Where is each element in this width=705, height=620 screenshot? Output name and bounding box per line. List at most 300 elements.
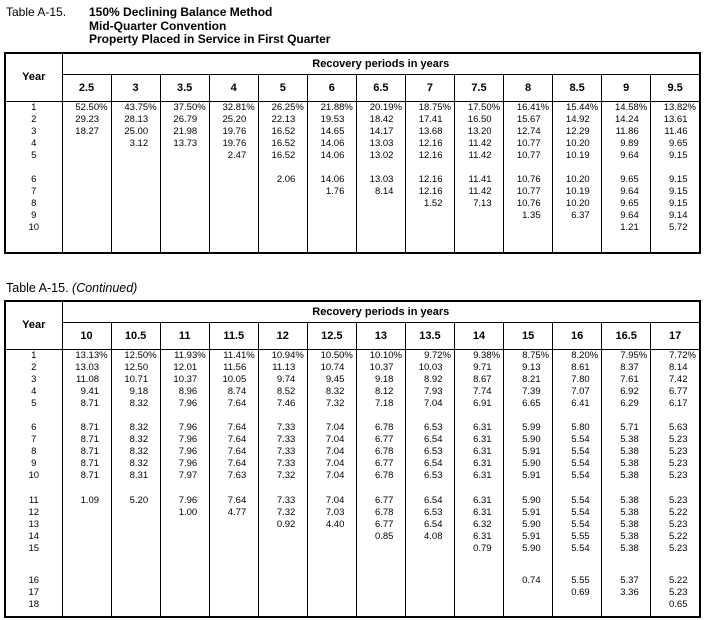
value-cell: 7.96: [160, 422, 209, 434]
period-header: 2.5: [62, 74, 111, 101]
value-cell: 4.08: [405, 531, 454, 543]
table-row-year-13: [5, 519, 700, 531]
value-cell: 5.23: [651, 543, 700, 555]
value-cell: [405, 543, 454, 555]
table-row-year-3: [5, 374, 700, 386]
value-cell: 9.64: [602, 186, 651, 198]
year-cell: 15: [5, 543, 62, 555]
value-cell: 7.97: [160, 470, 209, 482]
value-cell: [62, 507, 111, 519]
spacer-row: [5, 482, 700, 495]
year-cell: 11: [5, 495, 62, 507]
value-cell: 8.52: [258, 386, 307, 398]
value-cell: 7.04: [307, 446, 356, 458]
value-cell: 12.50%: [111, 349, 160, 362]
value-cell: 14.58%: [602, 101, 651, 114]
value-cell: 8.32: [111, 398, 160, 410]
table-row-year-10: [5, 222, 700, 234]
value-cell: 9.15: [651, 150, 700, 162]
value-cell: 5.23: [651, 495, 700, 507]
year-cell: [5, 234, 62, 253]
year-cell: 2: [5, 362, 62, 374]
year-cell: 1: [5, 349, 62, 362]
value-cell: 9.15: [651, 186, 700, 198]
value-cell: 26.25%: [258, 101, 307, 114]
value-cell: [356, 210, 405, 222]
value-cell: 6.37: [553, 210, 602, 222]
value-cell: 10.20: [553, 198, 602, 210]
value-cell: 6.77: [356, 495, 405, 507]
value-cell: 6.53: [405, 507, 454, 519]
value-cell: 6.77: [356, 458, 405, 470]
value-cell: 7.33: [258, 434, 307, 446]
value-cell: 13.13%: [62, 349, 111, 362]
table-row-year-4: [5, 138, 700, 150]
value-cell: 15.44%: [553, 101, 602, 114]
value-cell: [455, 555, 504, 575]
year-cell: 5: [5, 150, 62, 162]
value-cell: 12.16: [405, 186, 454, 198]
value-cell: 6.31: [455, 422, 504, 434]
value-cell: 16.52: [258, 126, 307, 138]
value-cell: 5.38: [602, 434, 651, 446]
value-cell: 9.18: [356, 374, 405, 386]
year-cell: 8: [5, 446, 62, 458]
value-cell: [258, 543, 307, 555]
value-cell: [209, 543, 258, 555]
value-cell: 18.27: [62, 126, 111, 138]
value-cell: 11.42: [455, 186, 504, 198]
value-cell: 10.19: [553, 150, 602, 162]
value-cell: 9.15: [651, 174, 700, 186]
value-cell: 8.37: [602, 362, 651, 374]
period-header: 8: [504, 74, 553, 101]
table-row-year-7: [5, 186, 700, 198]
value-cell: [209, 210, 258, 222]
value-cell: [405, 555, 454, 575]
value-cell: 5.71: [602, 422, 651, 434]
value-cell: [405, 611, 454, 617]
value-cell: 0.69: [553, 587, 602, 599]
value-cell: 7.39: [504, 386, 553, 398]
value-cell: [111, 575, 160, 587]
value-cell: [307, 482, 356, 495]
value-cell: [160, 162, 209, 174]
value-cell: [356, 222, 405, 234]
value-cell: 10.03: [405, 362, 454, 374]
value-cell: [111, 198, 160, 210]
table-row-year-1: [5, 101, 700, 114]
value-cell: [62, 575, 111, 587]
period-header: 11.5: [209, 322, 258, 349]
value-cell: 5.38: [602, 495, 651, 507]
table-row-year-18: [5, 599, 700, 611]
value-cell: 6.77: [356, 434, 405, 446]
value-cell: [258, 587, 307, 599]
value-cell: 12.01: [160, 362, 209, 374]
value-cell: 5.38: [602, 531, 651, 543]
value-cell: 5.23: [651, 458, 700, 470]
value-cell: [405, 210, 454, 222]
value-cell: 5.23: [651, 470, 700, 482]
value-cell: [651, 162, 700, 174]
value-cell: 8.32: [307, 386, 356, 398]
value-cell: 5.37: [602, 575, 651, 587]
period-header: 13: [356, 322, 405, 349]
value-cell: 7.13: [455, 198, 504, 210]
value-cell: 52.50%: [62, 101, 111, 114]
table2-caption-continued: (Continued): [72, 280, 138, 295]
value-cell: 4.77: [209, 507, 258, 519]
value-cell: 0.92: [258, 519, 307, 531]
table-row-year-8: [5, 198, 700, 210]
value-cell: [209, 174, 258, 186]
year-cell: 3: [5, 126, 62, 138]
value-cell: [553, 162, 602, 174]
value-cell: 10.71: [111, 374, 160, 386]
value-cell: 7.07: [553, 386, 602, 398]
value-cell: [209, 575, 258, 587]
value-cell: 10.50%: [307, 349, 356, 362]
period-header: 13.5: [405, 322, 454, 349]
value-cell: [405, 599, 454, 611]
value-cell: 9.14: [651, 210, 700, 222]
value-cell: 5.54: [553, 495, 602, 507]
value-cell: [307, 198, 356, 210]
value-cell: 13.20: [455, 126, 504, 138]
value-cell: 12.74: [504, 126, 553, 138]
table-row-year-7: [5, 434, 700, 446]
value-cell: [356, 611, 405, 617]
value-cell: 9.64: [602, 150, 651, 162]
value-cell: 8.71: [62, 434, 111, 446]
value-cell: 5.23: [651, 587, 700, 599]
value-cell: 1.00: [160, 507, 209, 519]
value-cell: [504, 234, 553, 253]
value-cell: [405, 575, 454, 587]
table-row-year-10: [5, 470, 700, 482]
value-cell: [307, 162, 356, 174]
period-header: 14: [455, 322, 504, 349]
value-cell: [62, 222, 111, 234]
value-cell: 6.54: [405, 458, 454, 470]
table-a15-continued: [4, 300, 701, 618]
value-cell: 7.64: [209, 495, 258, 507]
value-cell: 8.71: [62, 458, 111, 470]
value-cell: 8.71: [62, 446, 111, 458]
value-cell: [307, 555, 356, 575]
value-cell: [160, 198, 209, 210]
value-cell: 7.33: [258, 422, 307, 434]
value-cell: [62, 410, 111, 422]
value-cell: 7.18: [356, 398, 405, 410]
value-cell: 18.75%: [405, 101, 454, 114]
value-cell: [455, 575, 504, 587]
value-cell: [405, 234, 454, 253]
value-cell: [62, 543, 111, 555]
value-cell: 10.20: [553, 174, 602, 186]
value-cell: [553, 482, 602, 495]
value-cell: 12.16: [405, 138, 454, 150]
year-cell: 3: [5, 374, 62, 386]
value-cell: 6.53: [405, 470, 454, 482]
value-cell: 7.64: [209, 422, 258, 434]
value-cell: [405, 410, 454, 422]
value-cell: 5.54: [553, 519, 602, 531]
value-cell: [602, 555, 651, 575]
year-cell: 9: [5, 210, 62, 222]
value-cell: 8.74: [209, 386, 258, 398]
year-cell: 16: [5, 575, 62, 587]
value-cell: [62, 198, 111, 210]
value-cell: [111, 611, 160, 617]
value-cell: 6.31: [455, 470, 504, 482]
value-cell: 20.19%: [356, 101, 405, 114]
value-cell: [651, 234, 700, 253]
value-cell: 5.23: [651, 519, 700, 531]
table1-caption: [6, 6, 705, 47]
value-cell: 10.76: [504, 198, 553, 210]
value-cell: 1.76: [307, 186, 356, 198]
value-cell: 5.38: [602, 446, 651, 458]
value-cell: 7.80: [553, 374, 602, 386]
value-cell: 6.41: [553, 398, 602, 410]
value-cell: [111, 186, 160, 198]
value-cell: 11.56: [209, 362, 258, 374]
value-cell: 16.52: [258, 138, 307, 150]
value-cell: 7.64: [209, 446, 258, 458]
recovery-periods-header: Recovery periods in years: [62, 301, 700, 323]
value-cell: 7.64: [209, 434, 258, 446]
value-cell: 6.77: [651, 386, 700, 398]
value-cell: 10.74: [307, 362, 356, 374]
value-cell: 1.52: [405, 198, 454, 210]
value-cell: 10.77: [504, 186, 553, 198]
value-cell: [307, 234, 356, 253]
value-cell: [209, 234, 258, 253]
value-cell: [62, 599, 111, 611]
value-cell: 8.20%: [553, 349, 602, 362]
value-cell: [504, 587, 553, 599]
value-cell: [258, 198, 307, 210]
value-cell: 7.04: [307, 470, 356, 482]
value-cell: [455, 222, 504, 234]
table-row-year-4: [5, 386, 700, 398]
value-cell: 7.03: [307, 507, 356, 519]
value-cell: 14.06: [307, 174, 356, 186]
value-cell: 28.13: [111, 114, 160, 126]
value-cell: [455, 482, 504, 495]
value-cell: [258, 210, 307, 222]
value-cell: 17.41: [405, 114, 454, 126]
value-cell: 13.82%: [651, 101, 700, 114]
period-header: 10: [62, 322, 111, 349]
value-cell: [307, 410, 356, 422]
value-cell: 29.23: [62, 114, 111, 126]
value-cell: 26.79: [160, 114, 209, 126]
value-cell: 8.32: [111, 458, 160, 470]
value-cell: 6.78: [356, 422, 405, 434]
value-cell: 1.21: [602, 222, 651, 234]
value-cell: 6.54: [405, 434, 454, 446]
year-cell: [5, 162, 62, 174]
table-row-year-2: [5, 362, 700, 374]
value-cell: [111, 555, 160, 575]
value-cell: 7.96: [160, 446, 209, 458]
year-cell: 9: [5, 458, 62, 470]
period-header: 7.5: [455, 74, 504, 101]
value-cell: 13.68: [405, 126, 454, 138]
value-cell: 6.32: [455, 519, 504, 531]
period-header: 6: [307, 74, 356, 101]
value-cell: 6.54: [405, 495, 454, 507]
value-cell: [160, 519, 209, 531]
period-header: 15: [504, 322, 553, 349]
value-cell: 22.13: [258, 114, 307, 126]
value-cell: 11.86: [602, 126, 651, 138]
value-cell: 7.93: [405, 386, 454, 398]
value-cell: 32.81%: [209, 101, 258, 114]
value-cell: 8.71: [62, 470, 111, 482]
value-cell: 6.54: [405, 519, 454, 531]
value-cell: 5.23: [651, 446, 700, 458]
value-cell: [111, 234, 160, 253]
value-cell: [455, 599, 504, 611]
table1-caption-lines: [89, 6, 330, 47]
value-cell: 7.04: [307, 458, 356, 470]
period-header: 9: [602, 74, 651, 101]
year-cell: 14: [5, 531, 62, 543]
value-cell: 10.37: [356, 362, 405, 374]
value-cell: [160, 410, 209, 422]
value-cell: [258, 410, 307, 422]
value-cell: 9.89: [602, 138, 651, 150]
table-row-year-16: [5, 575, 700, 587]
value-cell: 3.36: [602, 587, 651, 599]
value-cell: 5.38: [602, 543, 651, 555]
year-column-header: Year: [5, 53, 62, 102]
value-cell: [111, 162, 160, 174]
value-cell: 2.47: [209, 150, 258, 162]
value-cell: [553, 410, 602, 422]
value-cell: 5.91: [504, 531, 553, 543]
value-cell: 7.32: [307, 398, 356, 410]
value-cell: 16.50: [455, 114, 504, 126]
year-cell: [5, 555, 62, 575]
value-cell: 7.04: [307, 422, 356, 434]
value-cell: [504, 555, 553, 575]
value-cell: 19.53: [307, 114, 356, 126]
value-cell: [62, 162, 111, 174]
value-cell: 10.05: [209, 374, 258, 386]
value-cell: 0.79: [455, 543, 504, 555]
value-cell: [307, 587, 356, 599]
value-cell: 10.10%: [356, 349, 405, 362]
value-cell: [307, 543, 356, 555]
spacer-row: [5, 234, 700, 253]
value-cell: [455, 611, 504, 617]
value-cell: [62, 587, 111, 599]
year-cell: 12: [5, 507, 62, 519]
value-cell: [651, 555, 700, 575]
value-cell: [209, 555, 258, 575]
table1-caption-line3: Property Placed in Service in First Quarter: [89, 32, 331, 46]
value-cell: [455, 162, 504, 174]
period-header: 8.5: [553, 74, 602, 101]
value-cell: 11.41%: [209, 349, 258, 362]
value-cell: [160, 234, 209, 253]
value-cell: 7.96: [160, 398, 209, 410]
value-cell: [111, 410, 160, 422]
spacer-row: [5, 162, 700, 174]
value-cell: 10.77: [504, 138, 553, 150]
table2-container: [4, 300, 705, 618]
value-cell: [160, 186, 209, 198]
value-cell: 6.78: [356, 470, 405, 482]
value-cell: 6.17: [651, 398, 700, 410]
value-cell: [209, 198, 258, 210]
value-cell: 0.74: [504, 575, 553, 587]
value-cell: 13.61: [651, 114, 700, 126]
value-cell: [602, 611, 651, 617]
value-cell: 7.32: [258, 507, 307, 519]
value-cell: 7.42: [651, 374, 700, 386]
value-cell: 5.91: [504, 507, 553, 519]
value-cell: [504, 410, 553, 422]
value-cell: [209, 186, 258, 198]
value-cell: [258, 162, 307, 174]
period-header: 3.5: [160, 74, 209, 101]
value-cell: 12.16: [405, 174, 454, 186]
value-cell: 6.78: [356, 507, 405, 519]
value-cell: 11.42: [455, 150, 504, 162]
period-header: 4: [209, 74, 258, 101]
table-row-year-6: [5, 422, 700, 434]
spacer-row: [5, 611, 700, 617]
value-cell: 17.50%: [455, 101, 504, 114]
value-cell: [62, 555, 111, 575]
value-cell: [258, 186, 307, 198]
value-cell: 8.61: [553, 362, 602, 374]
value-cell: 21.98: [160, 126, 209, 138]
value-cell: 6.31: [455, 507, 504, 519]
year-cell: 1: [5, 101, 62, 114]
value-cell: [258, 234, 307, 253]
value-cell: 7.46: [258, 398, 307, 410]
value-cell: [258, 531, 307, 543]
value-cell: [111, 531, 160, 543]
year-cell: 8: [5, 198, 62, 210]
value-cell: [111, 210, 160, 222]
value-cell: 16.41%: [504, 101, 553, 114]
value-cell: 5.38: [602, 507, 651, 519]
year-cell: [5, 410, 62, 422]
value-cell: [455, 210, 504, 222]
value-cell: [62, 482, 111, 495]
value-cell: 9.41: [62, 386, 111, 398]
value-cell: [405, 482, 454, 495]
value-cell: 10.37: [160, 374, 209, 386]
value-cell: 10.94%: [258, 349, 307, 362]
table-a15-first-quarter: [4, 52, 701, 254]
value-cell: 5.22: [651, 575, 700, 587]
value-cell: 9.45: [307, 374, 356, 386]
value-cell: [111, 482, 160, 495]
value-cell: 7.63: [209, 470, 258, 482]
value-cell: 7.96: [160, 495, 209, 507]
table2-caption-label: Table A-15.: [6, 280, 69, 295]
value-cell: 5.90: [504, 495, 553, 507]
